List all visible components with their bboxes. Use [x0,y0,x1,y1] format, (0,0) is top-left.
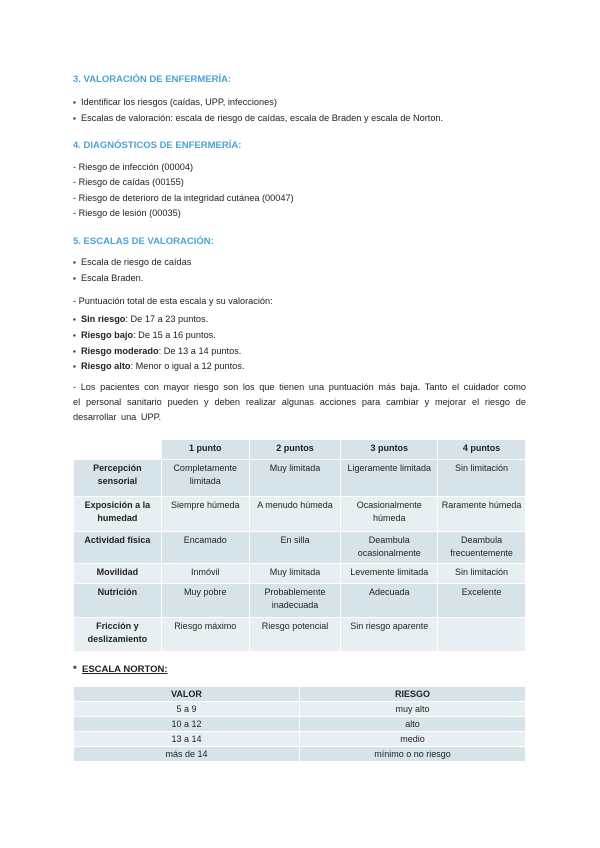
braden-cell: Riesgo potencial [249,618,341,652]
section-5-item: ▪ Escala Braden. [73,273,143,283]
section-4-item: - Riesgo de lesión (00035) [73,208,181,218]
braden-cell: Completamente limitada [161,460,249,497]
score-label: Riesgo moderado [81,346,159,356]
braden-cell: Raramente húmeda [438,497,526,532]
score-item [73,361,244,371]
braden-header-cell: 3 puntos [341,440,438,460]
norton-row [74,702,526,717]
braden-cell: En silla [249,532,341,564]
braden-cell: Muy limitada [249,460,341,497]
braden-cell: Muy limitada [249,564,341,584]
risk-paragraph: - Los pacientes con mayor riesgo son los que tienen una puntuación más baja. Tanto el cuidador como el personal sanitario pueden y deben realizar algunas acciones para cambiar y mejorar el riesgo de desarrollar una UPP. [73,382,526,422]
braden-table [73,439,526,652]
braden-row-label: Percepción sensorial [74,460,162,497]
norton-cell: 13 a 14 [74,732,300,747]
norton-cell: mínimo o no riesgo [300,747,526,762]
norton-header-cell: VALOR [74,687,300,702]
score-text: : De 15 a 16 puntos. [133,330,216,340]
braden-cell: Adecuada [341,584,438,618]
norton-cell: 10 a 12 [74,717,300,732]
braden-header-cell: 4 puntos [438,440,526,460]
braden-cell: Ligeramente limitada [341,460,438,497]
braden-row [74,584,526,618]
braden-cell: Siempre húmeda [161,497,249,532]
section-3-title: 3. VALORACIÓN DE ENFERMERÍA: [73,74,232,85]
section-3-item: ▪ Escalas de valoración: escala de riesgo de caídas, escala de Braden y escala de Norton. [73,113,443,123]
score-item [73,346,241,356]
braden-cell: Deambula frecuentemente [438,532,526,564]
norton-title [73,664,167,675]
norton-row [74,732,526,747]
braden-header-cell [74,440,162,460]
braden-row-label: Fricción y deslizamiento [74,618,162,652]
norton-cell: alto [300,717,526,732]
norton-cell: 5 a 9 [74,702,300,717]
braden-cell: Encamado [161,532,249,564]
braden-cell: Inmóvil [161,564,249,584]
section-5-item: ▪ Escala de riesgo de caídas [73,257,191,267]
braden-cell: Sin limitación [438,564,526,584]
norton-title-text: ESCALA NORTON: [81,664,168,675]
braden-cell: Levemente limitada [341,564,438,584]
braden-cell [438,618,526,652]
score-text: : De 13 a 14 puntos. [158,346,242,356]
braden-row-label: Nutrición [74,584,162,618]
braden-cell: Sin riesgo aparente [341,618,438,652]
score-item [73,314,208,324]
braden-cell: Deambula ocasionalmente [341,532,438,564]
braden-row [74,460,526,497]
norton-row [74,747,526,762]
norton-table [73,686,526,762]
braden-header-row [74,440,526,460]
braden-cell: Muy pobre [161,584,249,618]
braden-cell: Ocasionalmente húmeda [341,497,438,532]
braden-row-label: Exposición a la humedad [74,497,162,532]
score-text: : Menor o igual a 12 puntos. [130,361,245,371]
score-label: Riesgo bajo [81,330,134,340]
norton-row [74,717,526,732]
braden-row-label: Movilidad [74,564,162,584]
braden-cell: Riesgo máximo [161,618,249,652]
norton-cell: más de 14 [74,747,300,762]
braden-cell: Probablemente inadecuada [249,584,341,618]
braden-row [74,532,526,564]
section-4-item: - Riesgo de deterioro de la integridad cutánea (00047) [73,193,294,203]
norton-cell: muy alto [300,702,526,717]
score-intro: - Puntuación total de esta escala y su valoración: [73,296,273,306]
braden-row [74,618,526,652]
norton-header-cell: RIESGO [300,687,526,702]
section-4-item: - Riesgo de caídas (00155) [73,177,184,187]
braden-header-cell: 2 puntos [249,440,341,460]
braden-header-cell: 1 punto [161,440,249,460]
braden-row-label: Actividad física [74,532,162,564]
norton-marker: * [73,664,77,675]
score-text: : De 17 a 23 puntos. [125,314,209,324]
braden-row [74,564,526,584]
section-5-title: 5. ESCALAS DE VALORACIÓN: [73,236,214,247]
score-label: Riesgo alto [81,361,131,371]
braden-cell: A menudo húmeda [249,497,341,532]
section-3-item: ▪ Identificar los riesgos (caídas, UPP, infecciones) [73,97,277,107]
braden-row [74,497,526,532]
score-item [73,330,216,340]
section-4-item: - Riesgo de infección (00004) [73,162,194,172]
norton-header-row [74,687,526,702]
braden-cell: Sin limitación [438,460,526,497]
braden-cell: Excelente [438,584,526,618]
score-label: Sin riesgo [81,314,126,324]
section-4-title: 4. DIAGNÓSTICOS DE ENFERMERÍA: [73,140,242,151]
norton-cell: medio [300,732,526,747]
